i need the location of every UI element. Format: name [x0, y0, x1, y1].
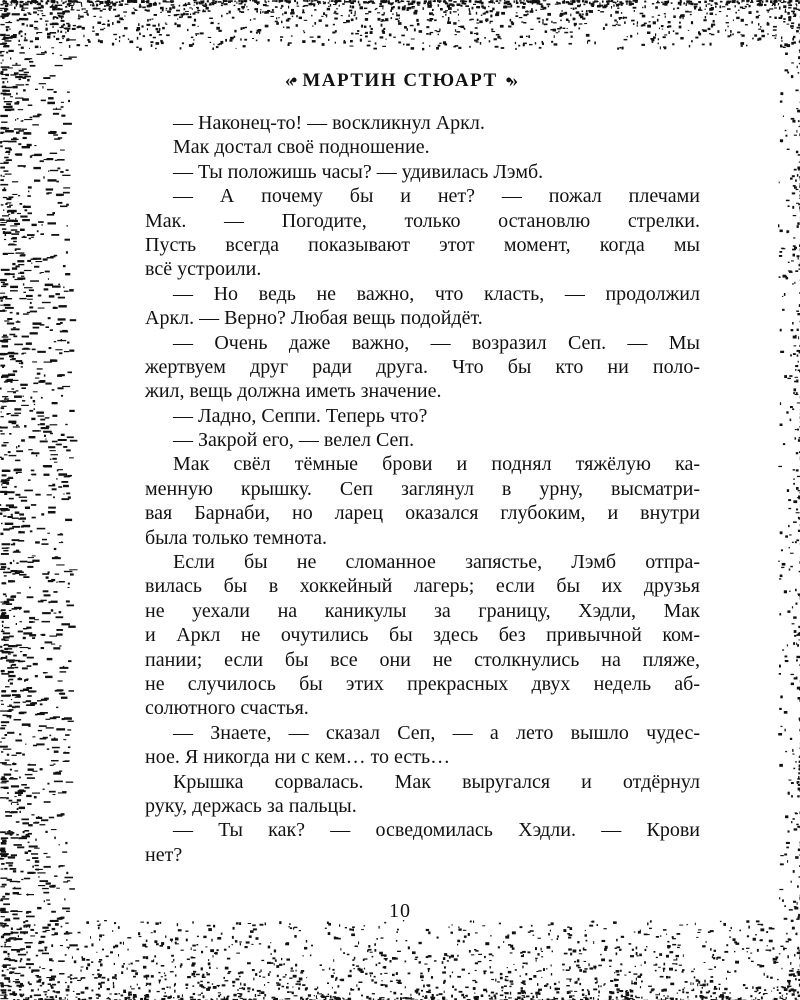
- text-line: — Ты положишь часы? — удивилась Лэмб.: [173, 160, 544, 183]
- text-line: жертвуем друг ради друга. Что бы кто ни поло-: [145, 355, 700, 378]
- text-line: жил, вещь должна иметь значение.: [145, 380, 442, 403]
- header-left-ornament: «•: [285, 70, 295, 90]
- text-line: — Но ведь не важно, что класть, — продолжил: [173, 282, 700, 305]
- text-line: Крышка сорвалась. Мак выругался и отдёрнул: [173, 770, 700, 793]
- running-header: [0, 70, 800, 92]
- text-line: — Очень даже важно, — возразил Сеп. — Мы: [173, 331, 700, 354]
- text-line: менную крышку. Сеп заглянул в урну, высматри-: [145, 477, 700, 500]
- page-number: 10: [389, 900, 411, 922]
- text-line: — Закрой его, — велел Сеп.: [173, 429, 415, 452]
- text-line: и Аркл не очутились бы здесь без привычной ком-: [145, 624, 700, 647]
- text-line: Пусть всегда показывают этот момент, когда мы: [145, 233, 700, 256]
- text-line: Если бы не сломанное запястье, Лэмб отпра-: [173, 551, 700, 574]
- text-line: — А почему бы и нет? — пожал плечами: [173, 185, 700, 208]
- text-line: — Ладно, Сеппи. Теперь что?: [173, 404, 428, 427]
- text-line: пании; если бы все они не столкнулись на пляже,: [145, 648, 700, 671]
- text-line: не случилось бы этих прекрасных двух недель аб-: [145, 672, 700, 695]
- text-line: была только темнота.: [145, 526, 328, 549]
- text-line: Мак свёл тёмные брови и поднял тяжёлую ка-: [173, 453, 700, 476]
- text-line: — Знаете, — сказал Сеп, — а лето вышло чудес-: [173, 721, 700, 744]
- text-line: вая Барнаби, но ларец оказался глубоким, и внутри: [145, 502, 700, 525]
- text-line: ное. Я никогда ни с кем… то есть…: [145, 746, 451, 769]
- header-right-ornament: •»: [505, 70, 515, 90]
- body-text: [145, 111, 700, 867]
- text-line: руку, держась за пальцы.: [145, 794, 357, 817]
- text-line: Мак достал своё подношение.: [173, 136, 430, 159]
- text-line: Аркл. — Верно? Любая вещь подойдёт.: [145, 307, 483, 330]
- text-line: всё устроили.: [145, 258, 262, 281]
- text-line: солютного счастья.: [145, 697, 309, 720]
- text-line: вилась бы в хоккейный лагерь; если бы их друзья: [145, 575, 700, 598]
- header-author-title: МАРТИН СТЮАРТ: [302, 70, 498, 91]
- text-line: Мак. — Погодите, только остановлю стрелки.: [145, 209, 700, 232]
- text-line: — Наконец-то! — воскликнул Аркл.: [173, 112, 485, 134]
- text-line: нет?: [145, 843, 183, 866]
- text-line: не уехали на каникулы за границу, Хэдли, Мак: [145, 599, 700, 622]
- text-line: — Ты как? — осведомилась Хэдли. — Крови: [173, 819, 700, 842]
